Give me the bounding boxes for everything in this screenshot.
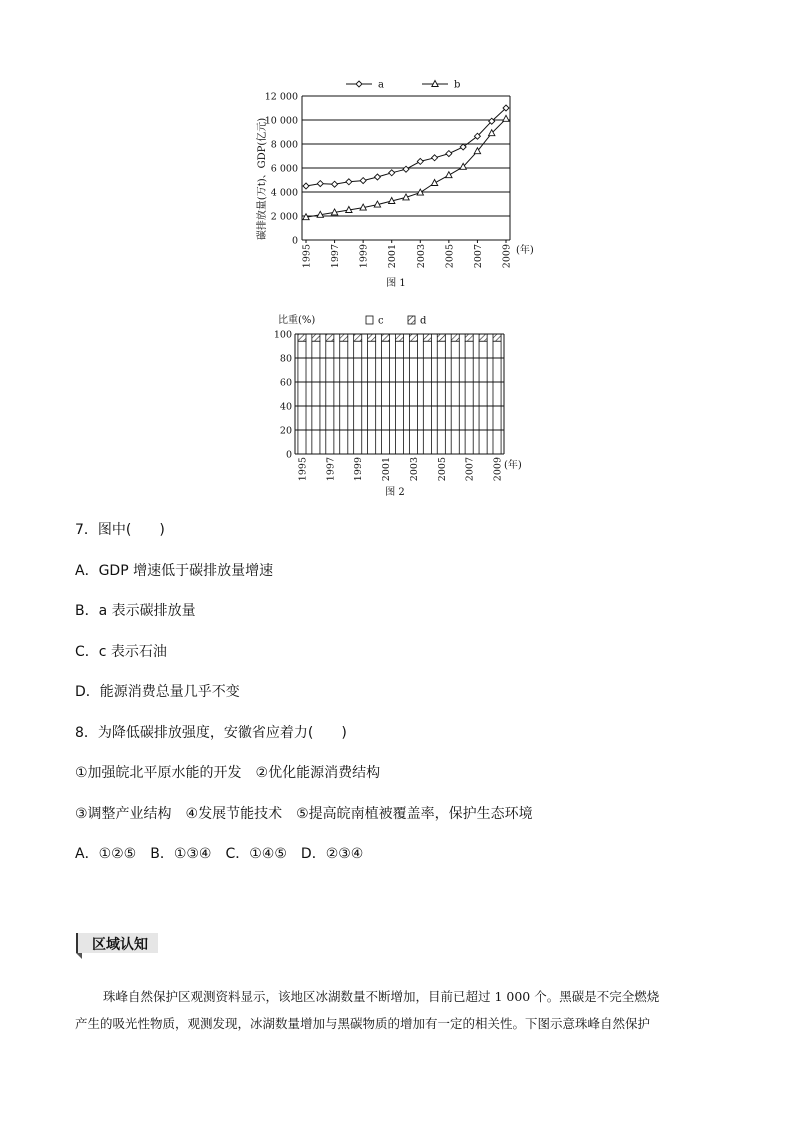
- figure-2-bar-chart: [268, 308, 538, 502]
- figure-1-x-tick-label: 2009: [501, 244, 513, 269]
- figure-1-y-tick-label: 10 000: [264, 115, 298, 127]
- figure-2-caption: 图 2: [385, 487, 405, 498]
- figure-1-series-a-point: [346, 179, 352, 185]
- figure-1-x-tick-label: 1999: [358, 244, 370, 269]
- figure-1-series-a-point: [389, 170, 395, 176]
- figure-1-y-tick-label: 2 000: [270, 211, 298, 223]
- figure-2-x-tick-label: 1999: [353, 457, 365, 482]
- figure-1-series: [303, 105, 509, 220]
- figure-1-legend: [346, 80, 460, 91]
- figure-1-y-tick-label: 0: [291, 235, 298, 247]
- figure-2-x-unit: (年): [504, 460, 522, 471]
- figure-1-x-unit: (年): [516, 245, 534, 256]
- figure-1-legend-label: a: [378, 79, 384, 91]
- question-7-option-c: C．c 表示石油: [75, 644, 167, 660]
- figure-1-series-a-point: [360, 178, 366, 184]
- figure-2-bar-d: [451, 334, 459, 341]
- figure-2-bar-d: [354, 334, 362, 341]
- figure-1-series-a-point: [446, 151, 452, 157]
- figure-2-bar-d: [298, 334, 306, 341]
- figure-2-x-tick-labels: [297, 457, 503, 481]
- passage-line-2: 产生的吸光性物质，观测发现，冰湖数量增加与黑碳物质的增加有一定的相关性。下图示意珠峰自然保护: [75, 1016, 651, 1031]
- figure-1-series-a-point: [317, 181, 323, 187]
- figure-2-legend-swatch: [366, 316, 373, 324]
- figure-2-y-tick-label: 100: [273, 329, 292, 341]
- figure-2-y-tick-label: 80: [279, 353, 292, 365]
- figure-2-y-tick-label: 40: [279, 401, 292, 413]
- figure-1-y-tick-label: 6 000: [270, 163, 298, 175]
- question-8-choices-line-1: ①加强皖北平原水能的开发 ②优化能源消费结构: [75, 765, 381, 781]
- figure-1-x-tick-label: 1997: [330, 244, 342, 269]
- figure-2-bar-d: [395, 334, 403, 341]
- figure-2-x-tick-label: 1997: [325, 457, 337, 482]
- figure-2-x-tick-label: 2009: [492, 457, 504, 482]
- figure-1-series-a-point: [432, 155, 438, 161]
- figure-2-legend-label: d: [420, 315, 427, 327]
- figure-2-x-tick-label: 2005: [436, 457, 448, 482]
- figure-1-series-b-point: [446, 172, 452, 178]
- figure-1-y-tick-label: 8 000: [270, 139, 298, 151]
- figure-2-y-axis-label: 比重(%): [278, 315, 316, 326]
- figure-1-x-tick-label: 2005: [444, 244, 456, 269]
- figure-1-series-a-point: [417, 158, 423, 164]
- figure-2-bar-d: [409, 334, 417, 341]
- figure-2-legend-label: c: [378, 315, 384, 327]
- section-heading: [76, 933, 158, 953]
- question-8-stem: 8．为降低碳排放强度，安徽省应着力( ): [75, 725, 347, 741]
- figure-2-bar-d: [479, 334, 487, 341]
- question-7-option-b: B．a 表示碳排放量: [75, 603, 196, 619]
- question-7-option-d: D．能源消费总量几乎不变: [75, 684, 240, 700]
- figure-2-bar-d: [437, 334, 445, 341]
- figure-1-x-tick-label: 1995: [301, 244, 313, 269]
- question-8-choices-line-2: ③调整产业结构 ④发展节能技术 ⑤提高皖南植被覆盖率，保护生态环境: [75, 806, 533, 822]
- figure-2-y-tick-label: 60: [279, 377, 292, 389]
- figure-2-bar-d: [493, 334, 501, 341]
- figure-2-x-tick-label: 2001: [381, 457, 393, 482]
- section-corner-mark: [76, 953, 82, 959]
- question-8-options: A．①②⑤ B．①③④ C．①④⑤ D．②③④: [75, 846, 364, 862]
- figure-2-x-tick-label: 1995: [297, 457, 309, 482]
- figure-2-y-tick-label: 20: [279, 425, 292, 437]
- figure-1-y-tick-label: 12 000: [264, 91, 298, 103]
- figure-1-x-tick-label: 2007: [472, 244, 484, 269]
- figure-1-series-a-point: [332, 181, 338, 187]
- figure-1-series-a-point: [374, 174, 380, 180]
- figure-1-line-chart: [250, 72, 550, 294]
- figure-1-x-tick-label: 2001: [387, 244, 399, 269]
- figure-2-bar-d: [368, 334, 376, 341]
- figure-1-x-tick-label: 2003: [415, 244, 427, 269]
- figure-1-series-a-point: [403, 166, 409, 172]
- figure-2-bar-d: [312, 334, 320, 341]
- question-7-option-a: A．GDP 增速低于碳排放量增速: [75, 563, 274, 579]
- figure-2-legend-swatch: [408, 316, 415, 324]
- figure-2-bar-d: [340, 334, 348, 341]
- figure-2-bars: [298, 334, 501, 454]
- figure-2-bar-d: [423, 334, 431, 341]
- figure-1-series-a-point: [303, 183, 309, 189]
- question-7-stem: 7．图中( ): [75, 522, 165, 538]
- figure-1-y-axis-label: 碳排放量(万t)、GDP(亿元): [257, 117, 268, 241]
- figure-2-y-tick-label: 0: [285, 449, 292, 461]
- section-title: 区域认知: [92, 937, 148, 953]
- figure-1-legend-label: b: [454, 79, 461, 91]
- figure-2-bar-d: [465, 334, 473, 341]
- figure-2-y-tick-labels: [274, 330, 292, 461]
- figure-2-x-tick-label: 2003: [408, 457, 420, 482]
- figure-2-bar-d: [382, 334, 390, 341]
- figure-1-series-b-point: [503, 115, 509, 121]
- figure-1-y-tick-labels: [265, 92, 298, 247]
- figure-1-series-b-point: [431, 180, 437, 186]
- figure-1-y-tick-label: 4 000: [270, 187, 298, 199]
- figure-2-bar-d: [326, 334, 334, 341]
- figure-1-x-tick-labels: [302, 240, 513, 268]
- figure-2-legend: [366, 316, 427, 327]
- passage-line-1: 珠峰自然保护区观测资料显示，该地区冰湖数量不断增加，目前已超过 1 000 个。黑碳是不完全燃烧: [103, 989, 660, 1004]
- figure-1-caption: 图 1: [386, 278, 406, 289]
- figure-2-x-tick-label: 2007: [464, 457, 476, 482]
- figure-1-legend-marker: [356, 81, 362, 87]
